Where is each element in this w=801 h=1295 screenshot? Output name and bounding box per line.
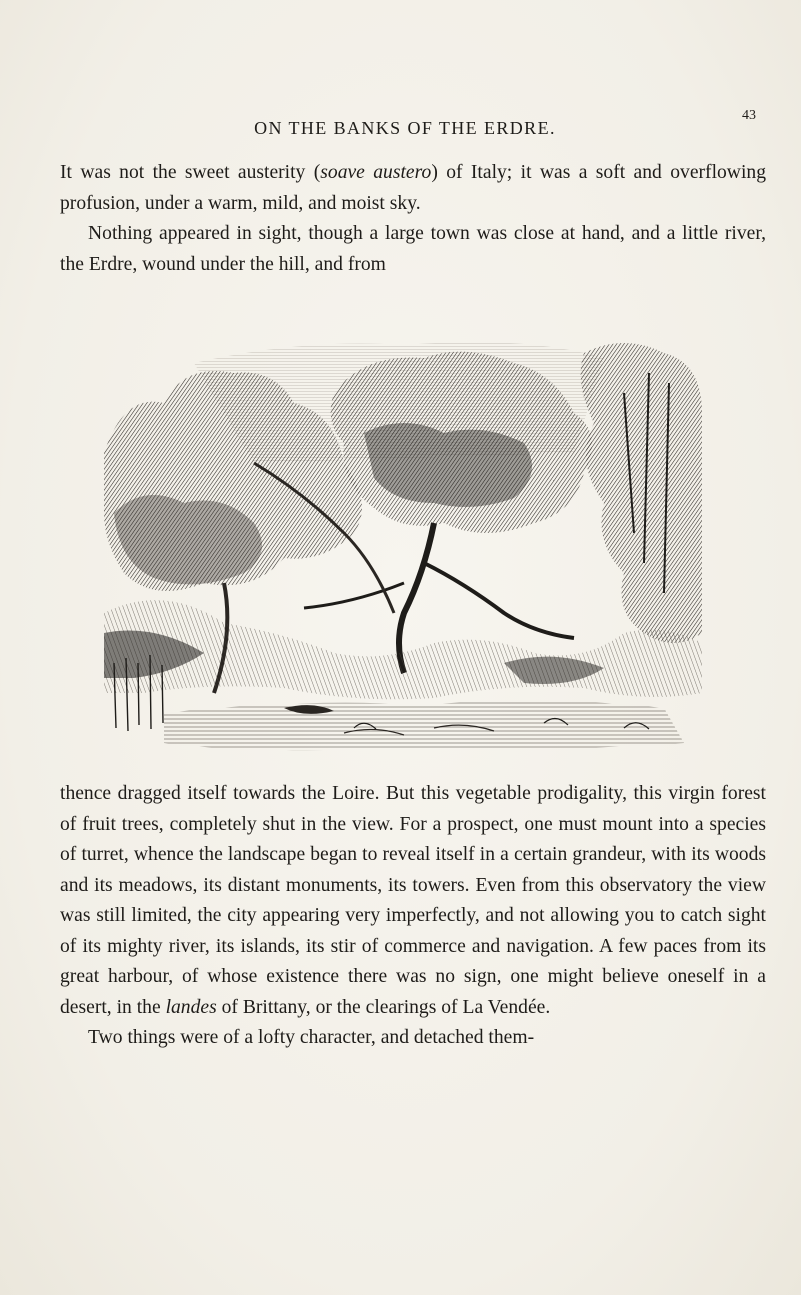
paragraph-italy bbox=[60, 158, 766, 219]
paragraph-thence-dragged bbox=[60, 779, 766, 1023]
paragraph-two-things: Two things were of a lofty character, and detached them- bbox=[88, 1027, 535, 1048]
running-title: ON THE BANKS OF THE ERDRE. bbox=[254, 118, 556, 138]
river-landscape-engraving bbox=[104, 333, 702, 763]
paragraph-thence-part-2: of Brittany, or the clearings of La Vendée. bbox=[216, 996, 551, 1018]
paragraph-thence-part-1: thence dragged itself towards the Loire. But this vegetable prodigality, this virgin forest of fruit trees, completely shut in the view. For a prospect, one must mount into a species of turret, whence the landscape began to reveal itself in a certain grandeur, with its woods and its meadows, its distant monuments, its towers. Even from this observatory the view was still limited, the city appearing very imperfectly, and not allowing you to catch sight of its mighty river, its islands, its stir of commerce and navigation. A few paces from its great harbour, of whose existence there was no sign, one might believe oneself in a desert, in the bbox=[60, 783, 766, 1018]
paragraph-italy-part-2: ) of Italy; it was a soft and overflowing profusion, under a warm, mild, and moist sky. bbox=[60, 162, 766, 214]
body-text-bottom bbox=[60, 779, 766, 1054]
page-number: 43 bbox=[742, 108, 756, 123]
paragraph-nothing-appeared: Nothing appeared in sight, though a large town was close at hand, and a little river, the Erdre, wound under the hill, and from bbox=[60, 223, 766, 275]
italic-word-landes: landes bbox=[165, 996, 217, 1018]
body-text-top bbox=[60, 158, 766, 280]
paragraph-italy-part-1: It was not the sweet austerity ( bbox=[60, 162, 321, 183]
running-head bbox=[60, 108, 756, 142]
italic-phrase-soave-austero: soave austero bbox=[320, 162, 432, 183]
